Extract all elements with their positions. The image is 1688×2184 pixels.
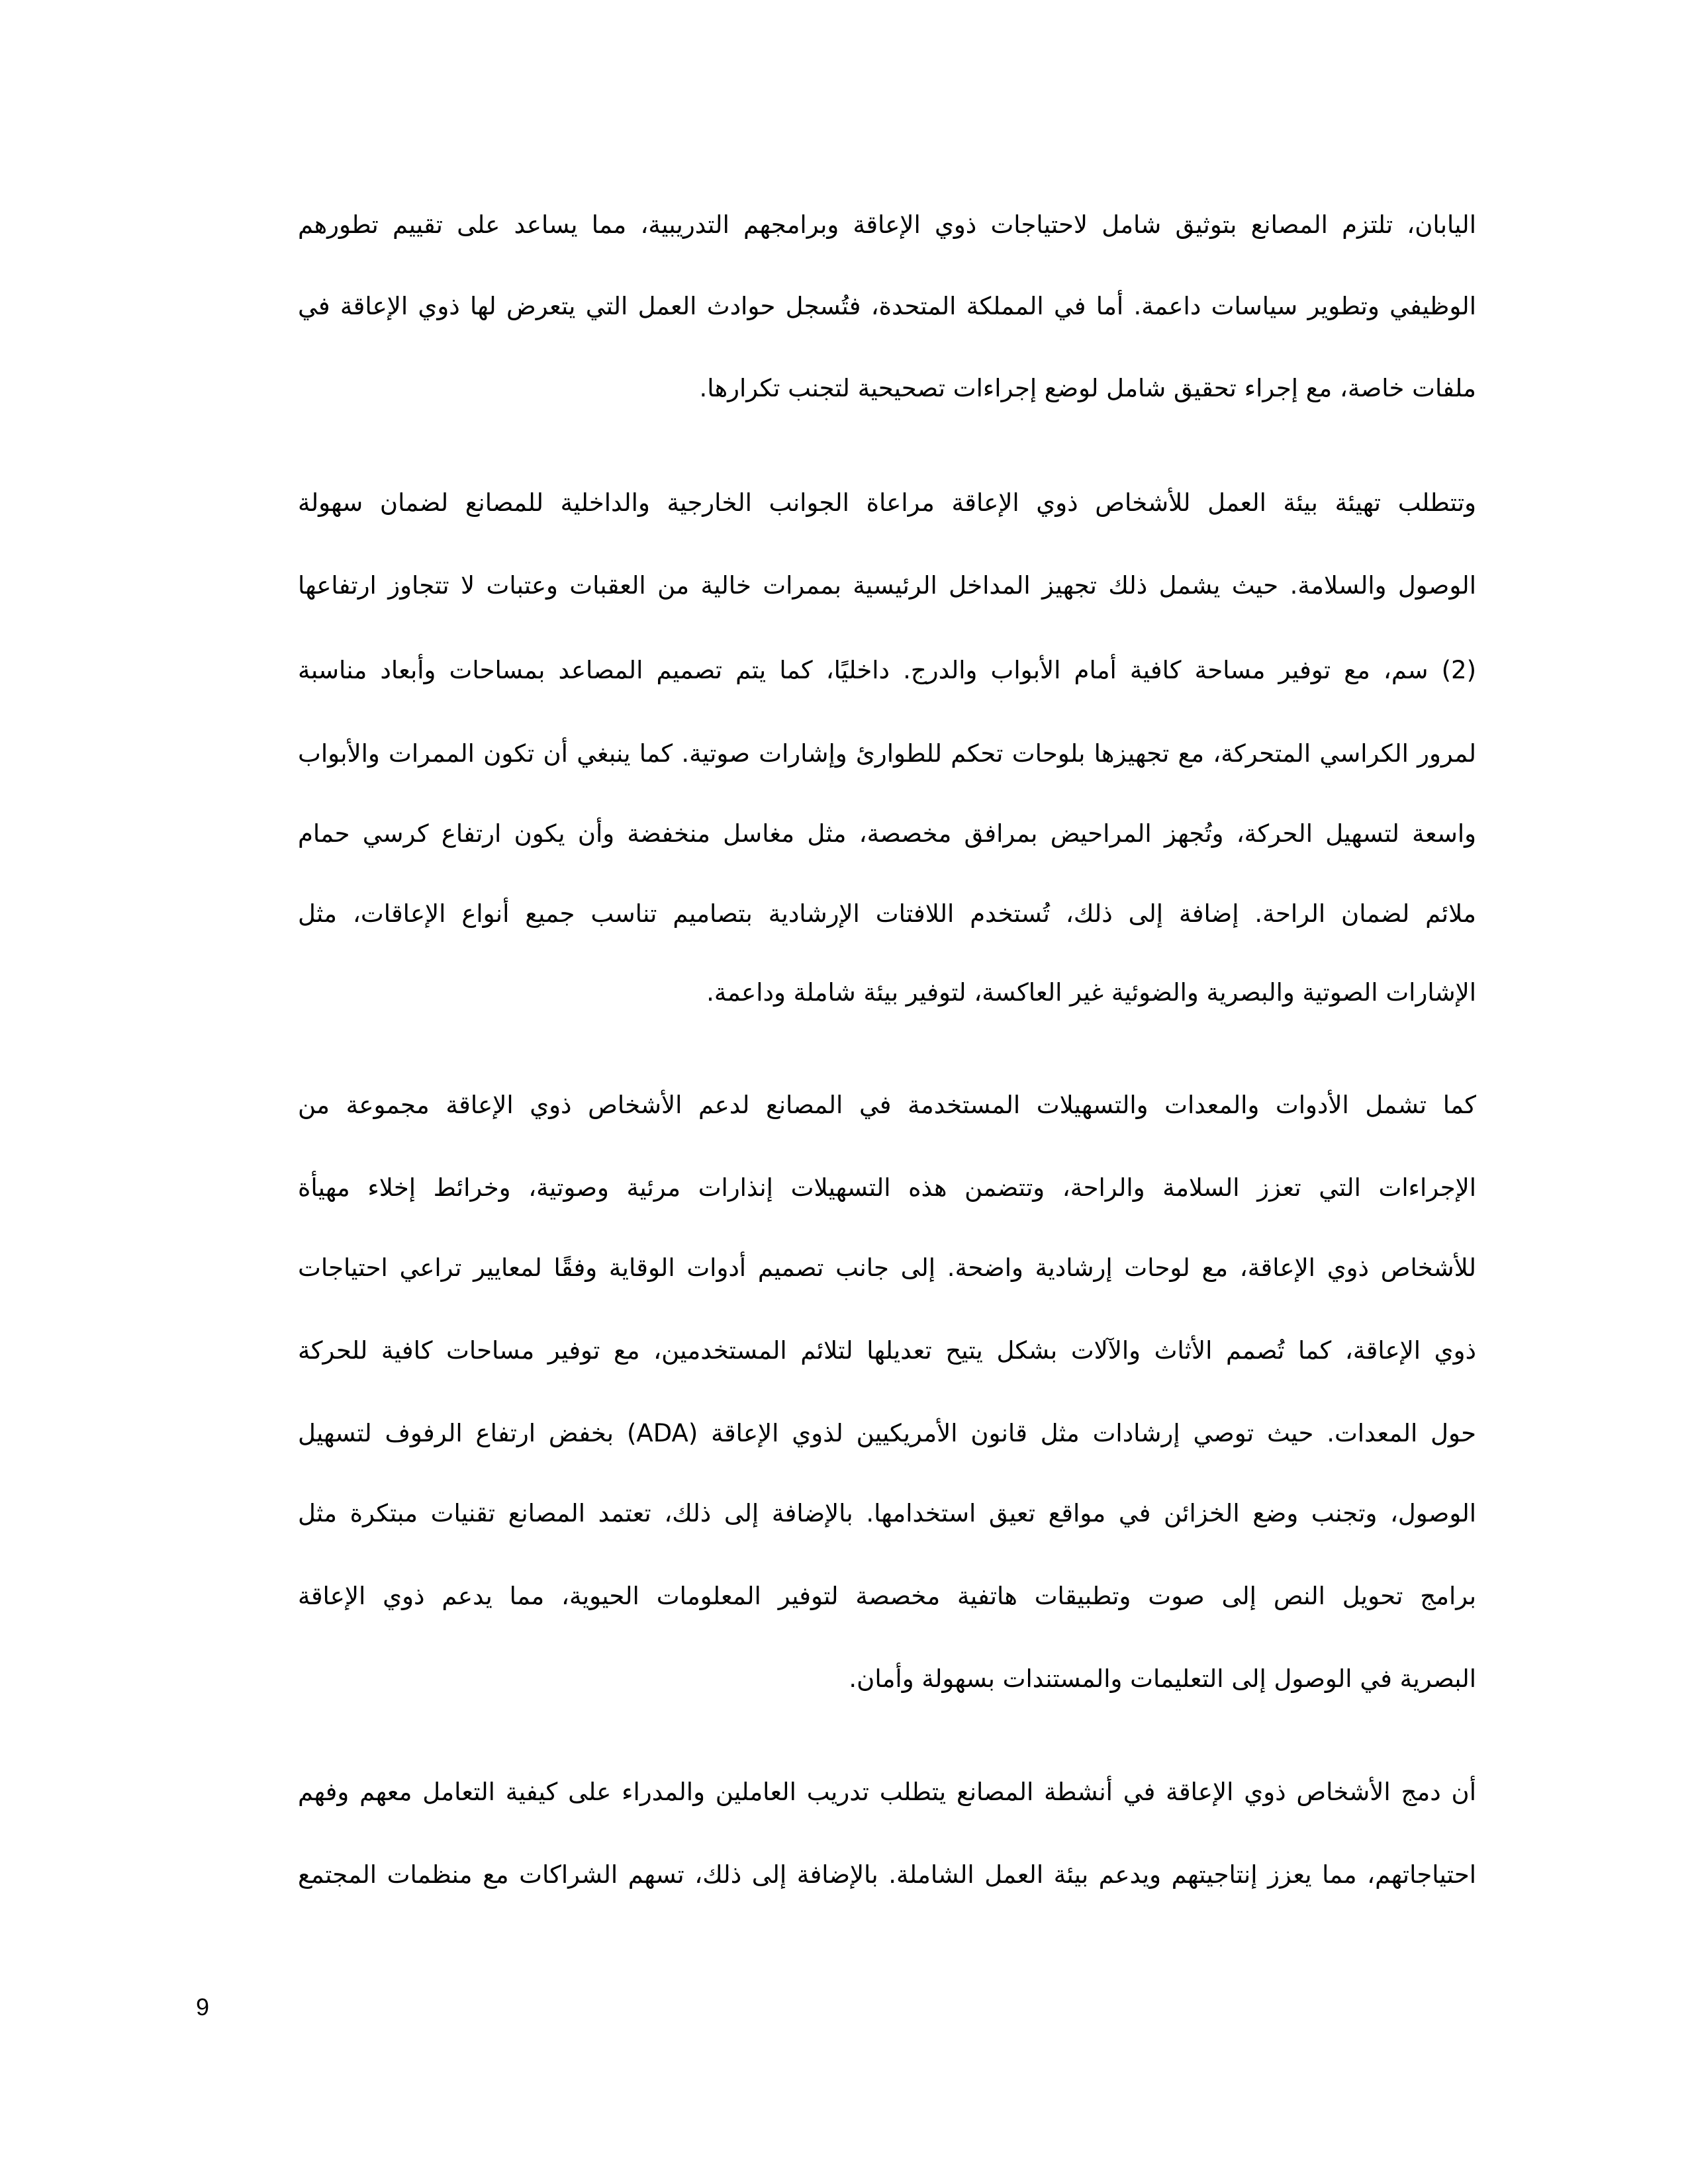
text-line: كما تشمل الأدوات والمعدات والتسهيلات المستخدمة في المصانع لدعم الأشخاص ذوي الإعاقة مجموعة من <box>298 1091 1476 1119</box>
text-line: الإجراءات التي تعزز السلامة والراحة، وتتضمن هذه التسهيلات إنذارات مرئية وصوتية، وخرائط إخلاء مهيأة <box>298 1173 1476 1202</box>
text-line: احتياجاتهم، مما يعزز إنتاجيتهم ويدعم بيئة العمل الشاملة. بالإضافة إلى ذلك، تسهم الشراكات مع منظمات المجتمع <box>298 1860 1476 1889</box>
text-line: أن دمج الأشخاص ذوي الإعاقة في أنشطة المصانع يتطلب تدريب العاملين والمدراء على كيفية التعامل معهم وفهم <box>298 1778 1476 1806</box>
text-line: ملائم لضمان الراحة. إضافة إلى ذلك، تُستخدم اللافتات الإرشادية بتصاميم تناسب جميع أنواع الإعاقات، مثل <box>298 899 1476 928</box>
text-line: الوصول، وتجنب وضع الخزائن في مواقع تعيق استخدامها. بالإضافة إلى ذلك، تعتمد المصانع تقنيات مبتكرة مثل <box>298 1499 1476 1527</box>
text-line: اليابان، تلتزم المصانع بتوثيق شامل لاحتياجات ذوي الإعاقة وبرامجهم التدريبية، مما يساعد على تقييم تطورهم <box>298 210 1476 239</box>
text-line: الوصول والسلامة. حيث يشمل ذلك تجهيز المداخل الرئيسية بممرات خالية من العقبات وعتبات لا تتجاوز ارتفاعها <box>298 571 1476 600</box>
text-line: ذوي الإعاقة، كما تُصمم الأثاث والآلات بشكل يتيح تعديلها لتلائم المستخدمين، مع توفير مساحات كافية للحركة <box>298 1336 1476 1365</box>
text-line: وتتطلب تهيئة بيئة العمل للأشخاص ذوي الإعاقة مراعاة الجوانب الخارجية والداخلية للمصانع لضمان سهولة <box>298 488 1476 517</box>
text-line: لمرور الكراسي المتحركة، مع تجهيزها بلوحات تحكم للطوارئ وإشارات صوتية. كما ينبغي أن تكون الممرات والأبواب <box>298 739 1476 768</box>
text-line: الإشارات الصوتية والبصرية والضوئية غير العاكسة، لتوفير بيئة شاملة وداعمة. <box>706 978 1476 1007</box>
page-number: 9 <box>196 1993 210 2021</box>
text-line: واسعة لتسهيل الحركة، وتُجهز المراحيض بمرافق مخصصة، مثل مغاسل منخفضة وأن يكون ارتفاع كرسي حمام <box>298 819 1476 848</box>
text-line: حول المعدات. حيث توصي إرشادات مثل قانون الأمريكيين لذوي الإعاقة (ADA) بخفض ارتفاع الرفوف لتسهيل <box>298 1419 1477 1447</box>
text-line: البصرية في الوصول إلى التعليمات والمستندات بسهولة وأمان. <box>849 1664 1476 1693</box>
text-line: الوظيفي وتطوير سياسات داعمة. أما في المملكة المتحدة، فتُسجل حوادث العمل التي يتعرض لها ذوي الإعاقة في <box>298 292 1476 320</box>
text-line: للأشخاص ذوي الإعاقة، مع لوحات إرشادية واضحة. إلى جانب تصميم أدوات الوقاية وفقًا لمعايير تراعي احتياجات <box>298 1253 1476 1282</box>
text-line: برامج تحويل النص إلى صوت وتطبيقات هاتفية مخصصة لتوفير المعلومات الحيوية، مما يدعم ذوي الإعاقة <box>298 1582 1476 1610</box>
text-line: (2) سم، مع توفير مساحة كافية أمام الأبواب والدرج. داخليًا، كما يتم تصميم المصاعد بمساحات وأبعاد مناسبة <box>298 656 1476 684</box>
text-line: ملفات خاصة، مع إجراء تحقيق شامل لوضع إجراءات تصحيحية لتجنب تكرارها. <box>699 374 1476 402</box>
